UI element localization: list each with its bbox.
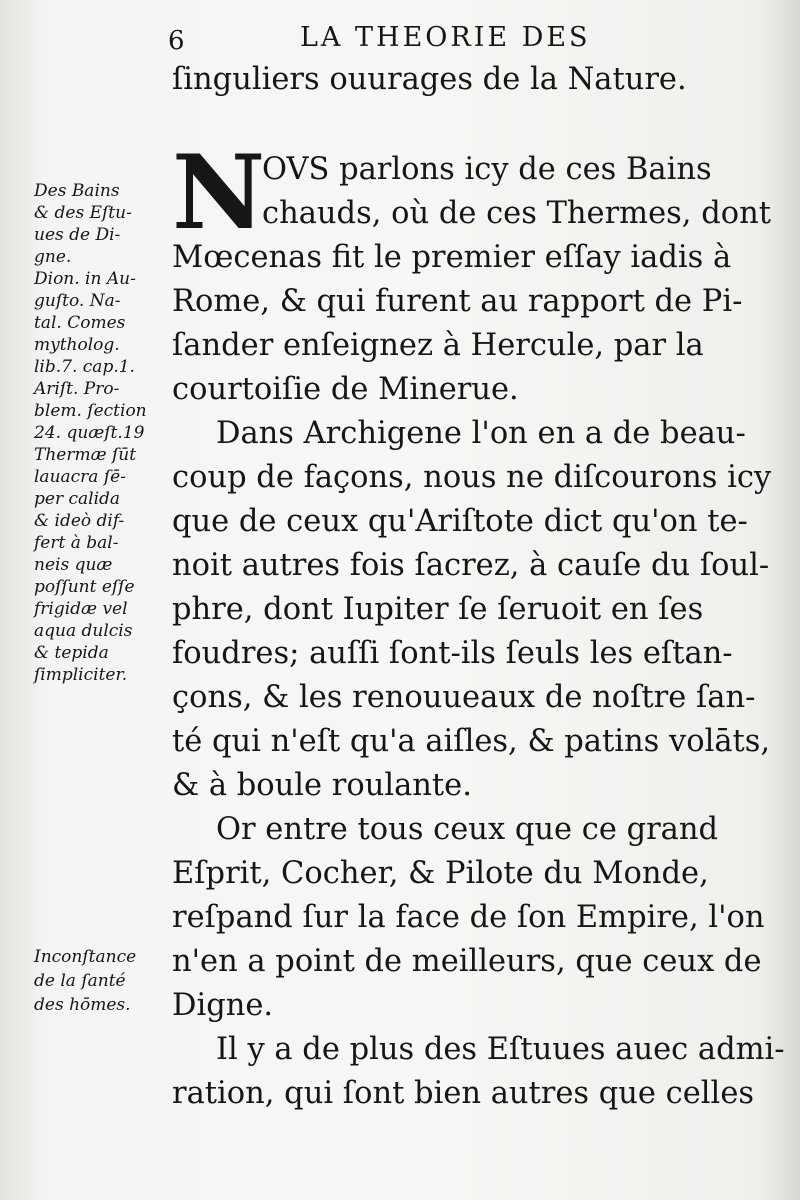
margin-note-line: & ideò dif- (34, 511, 125, 531)
body-line: Il y a de plus des Eſtuues auec admi- (216, 1032, 785, 1067)
margin-note-line: & des Eſtu- (34, 203, 132, 223)
margin-note-line: fert à bal- (34, 533, 119, 553)
margin-note-line: Des Bains (34, 181, 120, 201)
body-line: ſander enſeignez à Hercule, par la (172, 328, 704, 363)
margin-note-line: lib.7. cap.1. (34, 357, 135, 377)
margin-note-line: ſimpliciter. (34, 665, 128, 685)
body-line: Rome, & qui furent au rapport de Pi- (172, 284, 743, 319)
body-line: phre, dont Iupiter ſe ſeruoit en ſes (172, 592, 704, 627)
margin-note-line: gne. (34, 247, 72, 267)
body-line: Eſprit, Cocher, & Pilote du Monde, (172, 856, 709, 891)
margin-note-line: tal. Comes (34, 313, 126, 333)
body-line: coup de façons, nous ne diſcourons icy (172, 460, 772, 495)
body-line: Dans Archigene l'on en a de beau- (216, 416, 746, 451)
title-line: ſinguliers ouurages de la Nature. (172, 62, 687, 97)
margin-note-line: frigidæ vel (34, 599, 128, 619)
margin-note-line: ues de Di- (34, 225, 121, 245)
body-line: n'en a point de meilleurs, que ceux de (172, 944, 762, 979)
margin-note-line: lauacra ſē- (34, 467, 126, 487)
body-line: té qui n'eſt qu'a aiſles, & patins volāts, (172, 724, 771, 759)
margin-note-line: poſſunt eſſe (34, 577, 135, 597)
body-line: noit autres fois ſacrez, à cauſe du ſoul- (172, 548, 770, 583)
body-line: courtoiſie de Minerue. (172, 372, 519, 407)
margin-note-line: mytholog. (34, 335, 120, 355)
margin-note-line: Thermæ ſūt (34, 445, 137, 465)
margin-note-line: neis quæ (34, 555, 113, 575)
body-line: & à boule roulante. (172, 768, 472, 803)
margin-note-line: guſto. Na- (34, 291, 121, 311)
margin-note-line: aqua dulcis (34, 621, 133, 641)
page-number: 6 (168, 26, 185, 56)
margin-note-line: per calida (34, 489, 121, 509)
margin-note-line: Inconſtance (34, 947, 137, 967)
body-line: ration, qui ſont bien autres que celles (172, 1076, 755, 1111)
margin-note-line: Ariſt. Pro- (34, 379, 120, 399)
running-head: LA THEORIE DES (300, 22, 591, 53)
body-line: Or entre tous ceux que ce grand (216, 812, 719, 847)
body-line: chauds, où de ces Thermes, dont (262, 196, 771, 231)
margin-note-line: 24. quæſt.19 (34, 423, 145, 443)
body-line: Digne. (172, 988, 274, 1023)
margin-note-line: Dion. in Au- (34, 269, 136, 289)
margin-note-line: des hōmes. (34, 995, 131, 1015)
margin-note-line: & tepida (34, 643, 109, 663)
body-line: OVS parlons icy de ces Bains (262, 152, 712, 187)
drop-cap: N (172, 133, 266, 253)
body-line: çons, & les renouueaux de noſtre ſan- (172, 680, 756, 715)
body-line: que de ceux qu'Ariſtote dict qu'on te- (172, 504, 748, 539)
margin-note-line: de la ſanté (34, 971, 126, 991)
body-line: reſpand ſur la face de ſon Empire, l'on (172, 900, 765, 935)
body-line: Mœcenas fit le premier eſſay iadis à (172, 240, 732, 275)
body-line: foudres; auſſi ſont-ils ſeuls les eſtan- (172, 636, 733, 671)
margin-note-line: blem. ſection (34, 401, 147, 421)
